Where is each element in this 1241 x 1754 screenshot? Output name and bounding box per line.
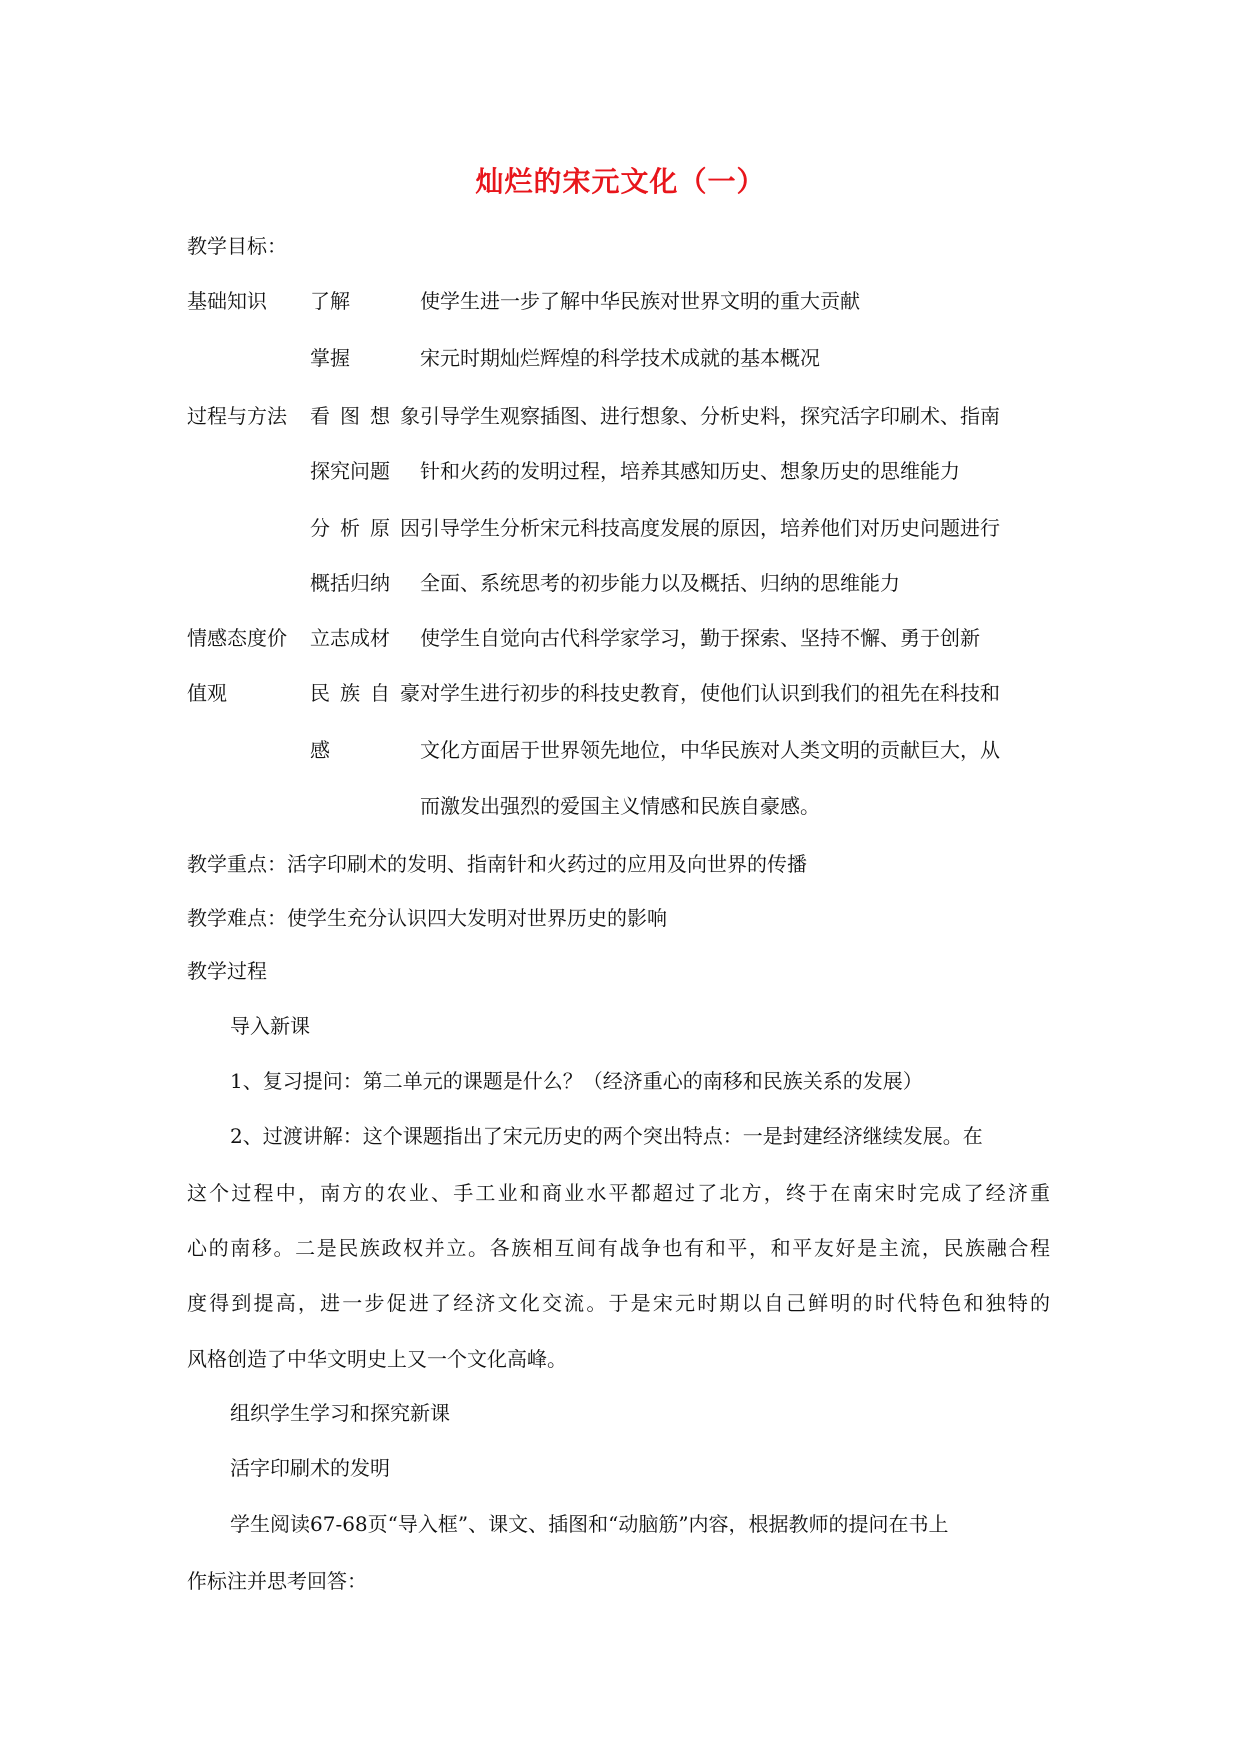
term-observe-imagine: 看图想象 bbox=[310, 404, 430, 428]
review-question: 1、复习提问：第二单元的课题是什么？（经济重心的南移和民族关系的发展） bbox=[230, 1069, 923, 1093]
difficulty: 教学难点：使学生充分认识四大发明对世界历史的影响 bbox=[187, 906, 667, 930]
paragraph-line: 学生阅读67-68页“导入框”、课文、插图和“动脑筋”内容，根据教师的提问在书上 bbox=[230, 1512, 949, 1536]
paragraph-line: 心的南移。二是民族政权并立。各族相互间有战争也有和平，和平友好是主流，民族融合程 bbox=[187, 1236, 1050, 1260]
objective-text: 使学生进一步了解中华民族对世界文明的重大贡献 bbox=[420, 289, 860, 313]
process-label: 教学过程 bbox=[187, 959, 267, 983]
term-summarize: 概括归纳 bbox=[310, 571, 390, 595]
paragraph-line: 作标注并思考回答： bbox=[187, 1569, 367, 1593]
key-point: 教学重点：活字印刷术的发明、指南针和火药过的应用及向世界的传播 bbox=[187, 852, 807, 876]
objective-text: 使学生自觉向古代科学家学习，勤于探索、坚持不懈、勇于创新 bbox=[420, 626, 980, 650]
paragraph-line: 度得到提高，进一步促进了经济文化交流。于是宋元时期以自己鲜明的时代特色和独特的 bbox=[187, 1291, 1050, 1315]
organize-heading: 组织学生学习和探究新课 bbox=[230, 1401, 450, 1425]
category-emotion-values-cont: 值观 bbox=[187, 681, 227, 705]
objective-text: 全面、系统思考的初步能力以及概括、归纳的思维能力 bbox=[420, 571, 900, 595]
objectives-label: 教学目标： bbox=[187, 234, 287, 258]
objective-text: 而激发出强烈的爱国主义情感和民族自豪感。 bbox=[420, 794, 820, 818]
category-process-methods: 过程与方法 bbox=[187, 404, 287, 428]
term-understand: 了解 bbox=[310, 289, 350, 313]
category-basic-knowledge: 基础知识 bbox=[187, 289, 267, 313]
objective-text: 对学生进行初步的科技史教育，使他们认识到我们的祖先在科技和 bbox=[420, 681, 1000, 705]
intro-heading: 导入新课 bbox=[230, 1014, 310, 1038]
printing-heading: 活字印刷术的发明 bbox=[230, 1456, 390, 1480]
term-national-pride-cont: 感 bbox=[310, 738, 330, 762]
objective-text: 文化方面居于世界领先地位，中华民族对人类文明的贡献巨大，从 bbox=[420, 738, 1000, 762]
objective-text: 宋元时期灿烂辉煌的科学技术成就的基本概况 bbox=[420, 346, 820, 370]
document-title: 灿烂的宋元文化（一） bbox=[475, 165, 766, 198]
objective-text: 引导学生观察插图、进行想象、分析史料，探究活字印刷术、指南 bbox=[420, 404, 1000, 428]
term-national-pride: 民族自豪 bbox=[310, 681, 430, 705]
objective-text: 针和火药的发明过程，培养其感知历史、想象历史的思维能力 bbox=[420, 459, 960, 483]
term-master: 掌握 bbox=[310, 346, 350, 370]
paragraph-line: 风格创造了中华文明史上又一个文化高峰。 bbox=[187, 1347, 567, 1371]
term-analyze-causes: 分析原因 bbox=[310, 516, 430, 540]
term-explore-questions: 探究问题 bbox=[310, 459, 390, 483]
paragraph-line: 2、过渡讲解：这个课题指出了宋元历史的两个突出特点：一是封建经济继续发展。在 bbox=[230, 1124, 983, 1148]
category-emotion-values: 情感态度价 bbox=[187, 626, 287, 650]
paragraph-line: 这个过程中，南方的农业、手工业和商业水平都超过了北方，终于在南宋时完成了经济重 bbox=[187, 1181, 1050, 1205]
term-aspire: 立志成材 bbox=[310, 626, 390, 650]
objective-text: 引导学生分析宋元科技高度发展的原因，培养他们对历史问题进行 bbox=[420, 516, 1000, 540]
